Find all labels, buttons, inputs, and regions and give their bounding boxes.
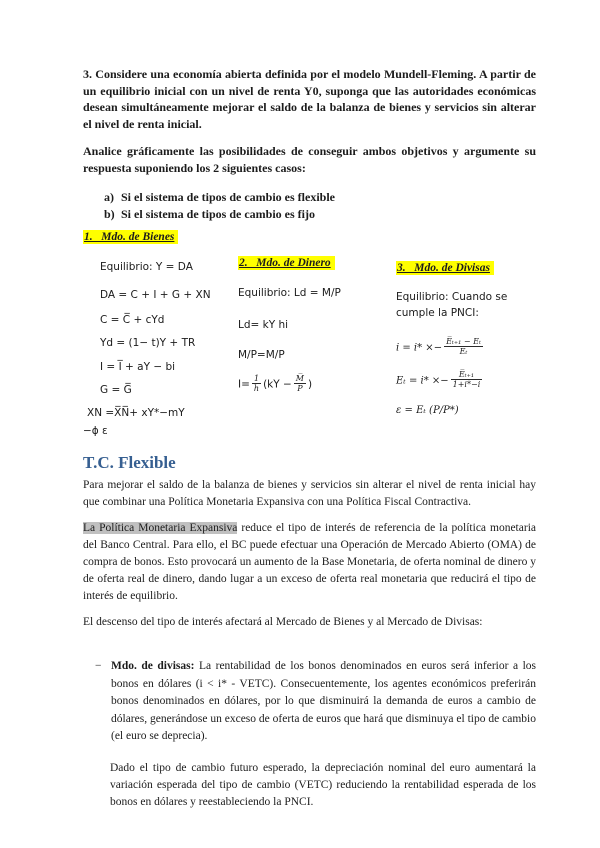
formula-lhs: Eₜ = i* ×− — [396, 375, 449, 387]
pnci-formula-2 — [396, 370, 536, 389]
formula-line: Equilibrio: Ld = M/P — [238, 287, 341, 299]
market-dinero-heading: 2. Mdo. de Dinero — [238, 256, 335, 270]
list-marker: b) — [104, 207, 115, 221]
list-item — [104, 189, 536, 206]
formula-line: Equilibrio: Y = DA — [100, 261, 193, 273]
interest-rate-formula — [238, 374, 404, 393]
market-divisas-column — [396, 261, 536, 417]
list-marker: a) — [104, 190, 114, 204]
highlighted-phrase: La Política Monetaria Expansiva — [83, 522, 238, 534]
formula-line: Yd = (1− t)Y + TR — [100, 337, 196, 349]
market-bienes-heading: 1. Mdo. de Bienes — [83, 230, 178, 244]
equilibrium-intro: Equilibrio: Cuando se cumple la PNCI: — [396, 291, 508, 319]
list-item — [104, 206, 536, 223]
formula-line: −ϕ ε — [83, 425, 108, 437]
intro-section — [83, 66, 536, 223]
market-divisas-heading: 3. Mdo. de Divisas — [396, 261, 494, 275]
list-text: Si el sistema de tipos de cambio es flexible — [121, 190, 335, 204]
market-bienes-column — [83, 230, 245, 438]
formula-line: Ld= kY hi — [238, 319, 289, 331]
divisas-bullet — [95, 658, 536, 746]
tc-flexible-section — [83, 453, 536, 820]
market-dinero-column — [238, 256, 404, 393]
bullet-label: Mdo. de divisas: — [111, 660, 195, 672]
fraction: $\frac{\text{E̅ₜ₊₁ − Eₜ}}{\text{Eₜ}}$ — [446, 337, 481, 356]
case-list — [83, 189, 536, 223]
section-heading: T.C. Flexible — [83, 453, 176, 472]
bullet-body: La rentabilidad de los bonos denominados en euros será inferior a los bonos en dólares (i < i* - VETC). Consecuentemente, los agentes económicos preferirán bonos denominados en dólares, por lo que disminuirá la demanda de euros a cambio de dólares, generándose un exceso de oferta de euros que hará que disminuya el tipo de cambio (el euro se deprecia). — [111, 660, 536, 742]
formula-lhs: i = i* ×− — [396, 342, 443, 354]
formula-prefix: I= — [238, 378, 250, 391]
formula-mid: (kY − — [263, 378, 292, 391]
bullet-dash: − — [95, 660, 102, 672]
problem-statement: 3. Considere una economía abierta definida por el modelo Mundell-Fleming. A partir de un equilibrio inicial con un nivel de renta Y0, suponga que las autoridades económicas desean simultáneamente mejorar el saldo de la balanza de bienes y servicios sin alterar el nivel de renta inicial. — [83, 67, 536, 131]
formula-line: I = I̅ + aY − bi — [100, 361, 176, 373]
flexible-paragraph-2 — [83, 520, 536, 605]
formula-line: C = C̅ + cYd — [100, 314, 165, 326]
formula-line: DA = C + I + G + XN — [100, 289, 211, 301]
flexible-paragraph-4: Dado el tipo de cambio futuro esperado, la depreciación nominal del euro aumentará la variación esperada del tipo de cambio (VETC) reduciendo la rentabilidad esperada de los bonos en dólares y reestableciendo la PNCI. — [110, 761, 536, 808]
flexible-paragraph-3: El descenso del tipo de interés afectará al Mercado de Bienes y al Mercado de Divisas: — [83, 616, 483, 628]
fraction: $\frac{\text{E̅ₜ₊₁}}{1+i*-i}$ — [452, 370, 481, 389]
fraction: $\frac{M̅}{P}$ — [295, 374, 304, 393]
pnci-formula-1 — [396, 337, 536, 356]
formula-line: M/P=M/P — [238, 349, 285, 361]
paragraph-rest: reduce el tipo de interés de referencia de la política monetaria del Banco Central. Para ello, el BC puede efectuar una Operación de Mercado Abierto (OMA) de compra de bonos. Esto provocará un aumento de la Base Monetaria, de oferta nominal de dinero y de oferta real de dinero, dando lugar a un exceso de oferta real monetaria que reducirá el tipo de interés de equilibrio. — [83, 522, 536, 602]
formula-suffix: ) — [308, 378, 313, 391]
real-exchange-rate-formula: ε = Eₜ (P/P*) — [396, 405, 459, 416]
flexible-paragraph-1: Para mejorar el saldo de la balanza de bienes y servicios sin alterar el nivel de renta inicial hay que combinar una Política Monetaria Expansiva con una Política Fiscal Contractiva. — [83, 479, 536, 508]
fraction: $\frac{1}{h}$ — [253, 374, 260, 393]
bullet-text — [111, 658, 536, 746]
formula-line: XN =X̅N̅+ xY*−mY — [87, 407, 185, 419]
formula-line: G = G̅ — [100, 384, 132, 396]
analysis-prompt: Analice gráficamente las posibilidades de conseguir ambos objetivos y argumente su respuesta suponiendo los 2 siguientes casos: — [83, 144, 536, 175]
list-text: Si el sistema de tipos de cambio es fijo — [121, 207, 315, 221]
